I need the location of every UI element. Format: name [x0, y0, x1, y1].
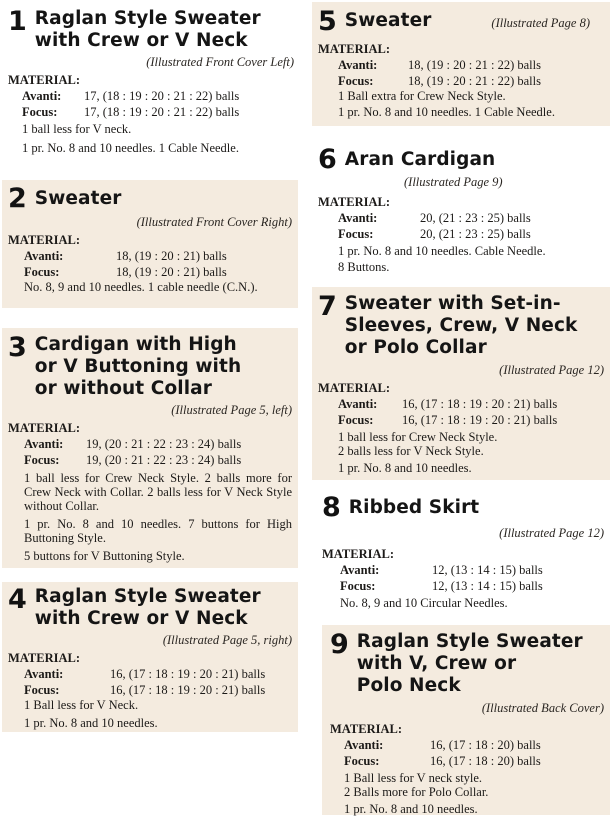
illustrated-reference: (Illustrated Back Cover): [481, 701, 604, 715]
yarn-name: Focus:: [24, 683, 60, 697]
pattern-header: [8, 334, 292, 400]
yarn-row: [8, 436, 292, 452]
pattern-number: 5: [318, 6, 337, 37]
yarn-row: [318, 73, 604, 89]
yarn-quantity: 16, (17 : 18 : 20) balls: [430, 738, 541, 752]
pattern-card-4: [2, 582, 298, 732]
yarn-row: [318, 226, 604, 242]
yarn-row: [318, 57, 604, 73]
pattern-number: 3: [8, 332, 27, 363]
material-label: MATERIAL:: [8, 233, 80, 247]
illustrated-reference: (Illustrated Front Cover Left): [146, 55, 294, 69]
note-line: 2 balls less for V Neck Style.: [338, 444, 484, 458]
yarn-row: [322, 578, 604, 594]
material-label: MATERIAL:: [8, 421, 80, 435]
pattern-number: 8: [322, 492, 341, 523]
pattern-title-line: Sleeves, Crew, V Neck: [344, 315, 578, 336]
yarn-row: [322, 562, 604, 578]
yarn-row: [8, 88, 294, 104]
yarn-name: Focus:: [22, 105, 58, 119]
yarn-quantity: 20, (21 : 23 : 25) balls: [420, 227, 531, 241]
pattern-header: [8, 185, 292, 212]
note-line: 1 pr. No. 8 and 10 needles.: [24, 716, 158, 730]
yarn-quantity: 18, (19 : 20 : 21 : 22) balls: [408, 58, 541, 72]
pattern-number: 1: [8, 6, 27, 37]
pattern-card-7: [312, 287, 610, 480]
material-label: MATERIAL:: [8, 651, 80, 665]
illustrated-reference: (Illustrated Page 8): [491, 16, 590, 30]
pattern-card-6: [312, 140, 610, 275]
pattern-number: 7: [318, 291, 337, 322]
yarn-quantity: 16, (17 : 18 : 20) balls: [430, 754, 541, 768]
yarn-row: [8, 248, 292, 264]
yarn-name: Avanti:: [338, 211, 378, 225]
pattern-title-line: Raglan Style Sweater: [34, 8, 261, 29]
note-line: 1 ball less for Crew Neck Style.: [338, 430, 498, 444]
yarn-name: Avanti:: [338, 58, 378, 72]
pattern-card-8: [312, 490, 610, 614]
yarn-quantity: 16, (17 : 18 : 19 : 20 : 21) balls: [110, 683, 266, 697]
yarn-row: [330, 753, 604, 769]
pattern-number: 9: [330, 629, 349, 660]
yarn-row: [8, 452, 292, 468]
yarn-row: [318, 210, 604, 226]
illustrated-reference: (Illustrated Page 9): [404, 175, 503, 189]
note-line: 1 Ball less for V Neck.: [24, 698, 139, 712]
pattern-title-line: Raglan Style Sweater: [34, 586, 261, 607]
pattern-number: 4: [8, 584, 27, 615]
yarn-name: Avanti:: [24, 437, 64, 451]
pattern-card-9: [322, 625, 610, 815]
illustrated-reference: (Illustrated Page 12): [499, 363, 604, 377]
pattern-header: [318, 8, 604, 35]
material-label: MATERIAL:: [8, 73, 80, 87]
yarn-name: Avanti:: [24, 249, 64, 263]
yarn-name: Avanti:: [340, 563, 380, 577]
material-label: MATERIAL:: [330, 722, 402, 736]
note-line: 1 pr. No. 8 and 10 needles. 1 Cable Needle.: [338, 105, 555, 119]
yarn-name: Focus:: [24, 453, 60, 467]
yarn-row: [8, 666, 292, 682]
pattern-header: [330, 631, 604, 697]
yarn-name: Focus:: [338, 74, 374, 88]
pattern-number: 6: [318, 144, 337, 175]
material-label: MATERIAL:: [322, 547, 394, 561]
pattern-title-line: Cardigan with High: [34, 334, 237, 355]
pattern-number: 2: [8, 183, 27, 214]
pattern-title-line: with V, Crew or: [356, 653, 517, 674]
yarn-row: [318, 412, 604, 428]
pattern-title-line: Sweater: [344, 10, 432, 31]
pattern-card-1: [2, 2, 298, 157]
note-line: 1 ball less for Crew Neck Style. 2 balls more for Crew Neck with Collar. 2 balls less for V Neck Style without Collar.: [24, 471, 292, 513]
pattern-title-line: with Crew or V Neck: [34, 608, 248, 629]
note-line: 1 ball less for V neck.: [22, 122, 132, 136]
pattern-card-5: [312, 2, 610, 126]
pattern-header: [8, 586, 292, 630]
note-line: 1 pr. No. 8 and 10 needles. 1 Cable Needle.: [22, 141, 239, 155]
yarn-quantity: 16, (17 : 18 : 19 : 20 : 21) balls: [402, 397, 558, 411]
yarn-row: [8, 682, 292, 698]
yarn-name: Focus:: [338, 227, 374, 241]
material-label: MATERIAL:: [318, 195, 390, 209]
yarn-quantity: 20, (21 : 23 : 25) balls: [420, 211, 531, 225]
pattern-header: [8, 8, 294, 52]
yarn-row: [318, 396, 604, 412]
pattern-title-line: Aran Cardigan: [344, 149, 496, 170]
yarn-quantity: 19, (20 : 21 : 22 : 23 : 24) balls: [86, 437, 242, 451]
pattern-card-2: [2, 180, 298, 308]
illustrated-reference: (Illustrated Front Cover Right): [136, 215, 292, 229]
note-line: 1 Ball extra for Crew Neck Style.: [338, 89, 506, 103]
pattern-card-3: [2, 328, 298, 568]
note-line: 1 pr. No. 8 and 10 needles.: [338, 461, 472, 475]
illustrated-reference: (Illustrated Page 5, right): [162, 633, 292, 647]
yarn-quantity: 16, (17 : 18 : 19 : 20 : 21) balls: [110, 667, 266, 681]
note-line: No. 8, 9 and 10 needles. 1 cable needle (C.N.).: [24, 280, 258, 294]
yarn-row: [330, 737, 604, 753]
yarn-quantity: 18, (19 : 20 : 21) balls: [116, 265, 227, 279]
yarn-name: Avanti:: [24, 667, 64, 681]
note-line: No. 8, 9 and 10 Circular Needles.: [340, 596, 508, 610]
pattern-title-line: with Crew or V Neck: [34, 30, 248, 51]
material-label: MATERIAL:: [318, 381, 390, 395]
yarn-row: [8, 104, 294, 120]
yarn-quantity: 16, (17 : 18 : 19 : 20 : 21) balls: [402, 413, 558, 427]
yarn-quantity: 17, (18 : 19 : 20 : 21 : 22) balls: [84, 105, 240, 119]
yarn-name: Focus:: [338, 413, 374, 427]
yarn-name: Avanti:: [344, 738, 384, 752]
yarn-quantity: 12, (13 : 14 : 15) balls: [432, 579, 543, 593]
note-line: 8 Buttons.: [338, 260, 390, 274]
pattern-title-line: or without Collar: [34, 378, 212, 399]
pattern-title-line: or Polo Collar: [344, 337, 487, 358]
note-line: 1 Ball less for V neck style.: [344, 771, 483, 785]
note-line: 5 buttons for V Buttoning Style.: [24, 549, 185, 563]
yarn-row: [8, 264, 292, 280]
pattern-title-line: Sweater with Set-in-: [344, 293, 561, 314]
yarn-name: Focus:: [344, 754, 380, 768]
yarn-quantity: 12, (13 : 14 : 15) balls: [432, 563, 543, 577]
note-line: 1 pr. No. 8 and 10 needles.: [344, 802, 478, 816]
pattern-header: [318, 146, 604, 173]
yarn-name: Focus:: [24, 265, 60, 279]
yarn-name: Avanti:: [22, 89, 62, 103]
pattern-header: [322, 494, 604, 521]
yarn-name: Focus:: [340, 579, 376, 593]
pattern-title-line: Sweater: [34, 188, 122, 209]
yarn-quantity: 19, (20 : 21 : 22 : 23 : 24) balls: [86, 453, 242, 467]
illustrated-reference: (Illustrated Page 12): [499, 526, 604, 540]
note-line: 2 Balls more for Polo Collar.: [344, 785, 489, 799]
pattern-title-line: Ribbed Skirt: [348, 497, 480, 518]
yarn-name: Avanti:: [338, 397, 378, 411]
pattern-header: [318, 293, 604, 359]
yarn-quantity: 17, (18 : 19 : 20 : 21 : 22) balls: [84, 89, 240, 103]
note-line: 1 pr. No. 8 and 10 needles. 7 buttons for High Buttoning Style.: [24, 517, 292, 545]
pattern-title-line: or V Buttoning with: [34, 356, 242, 377]
note-line: 1 pr. No. 8 and 10 needles. Cable Needle.: [338, 244, 546, 258]
yarn-quantity: 18, (19 : 20 : 21) balls: [116, 249, 227, 263]
pattern-title-line: Raglan Style Sweater: [356, 631, 583, 652]
illustrated-reference: (Illustrated Page 5, left): [171, 403, 292, 417]
material-label: MATERIAL:: [318, 42, 390, 56]
yarn-quantity: 18, (19 : 20 : 21 : 22) balls: [408, 74, 541, 88]
pattern-title-line: Polo Neck: [356, 675, 461, 696]
